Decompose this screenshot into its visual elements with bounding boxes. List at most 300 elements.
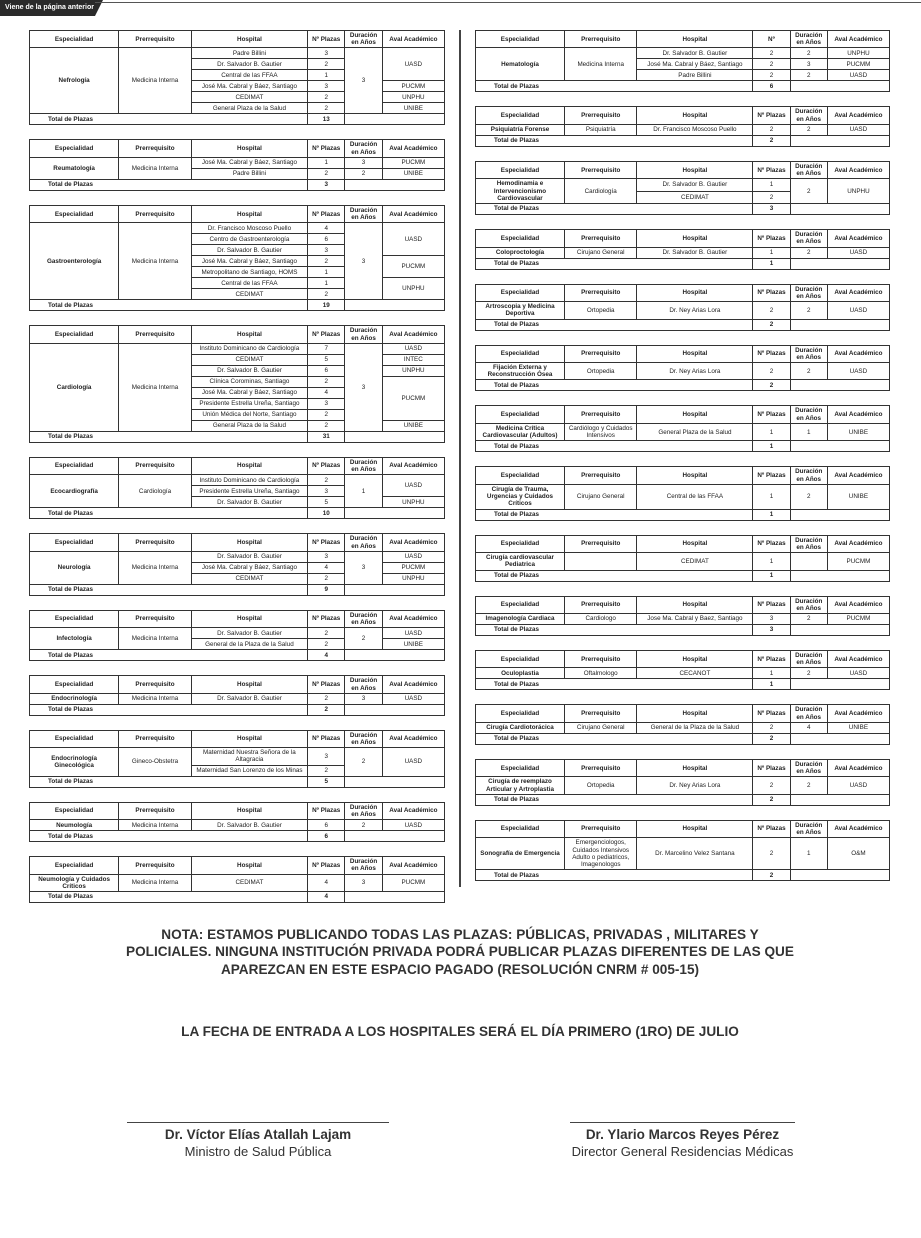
specialty-name: Cirugía Cardiotorácica: [476, 722, 565, 733]
hospital-name: Dr. Salvador B. Gautier: [191, 497, 307, 508]
plazas-count: 1: [753, 484, 790, 509]
col-header-hospital: Hospital: [191, 610, 307, 627]
academic-endorsement: PUCMM: [382, 256, 444, 278]
col-header-aval: Aval Académico: [382, 205, 444, 222]
academic-endorsement: UASD: [382, 551, 444, 562]
academic-endorsement: UASD: [827, 362, 889, 379]
total-plazas: 13: [308, 114, 345, 125]
prerequisite: Medicina Interna: [119, 157, 192, 179]
col-header-plazas: Nº Plazas: [753, 230, 790, 247]
col-header-aval: Aval Académico: [827, 759, 889, 776]
prerequisite: Gineco-Obstetra: [119, 748, 192, 776]
total-label: Total de Plazas: [476, 380, 753, 391]
total-row: [476, 441, 890, 452]
table-row: [476, 553, 890, 570]
academic-endorsement: UNPHU: [382, 497, 444, 508]
total-filler: [345, 776, 445, 787]
prerequisite: Ortopedia: [565, 302, 637, 319]
col-header-plazas: Nº Plazas: [753, 759, 790, 776]
specialty-name: Coloproctología: [476, 247, 565, 258]
col-header-especialidad: Especialidad: [30, 31, 119, 48]
col-header-hospital: Hospital: [637, 596, 753, 613]
specialty-table: [475, 30, 890, 92]
total-label: Total de Plazas: [476, 794, 753, 805]
hospital-name: Dr. Salvador B. Gautier: [191, 59, 307, 70]
table-header-row: [476, 467, 890, 484]
col-header-especialidad: Especialidad: [476, 535, 565, 552]
total-label: Total de Plazas: [30, 892, 308, 903]
col-header-duracion: Duración en Años: [345, 802, 382, 819]
hospital-name: Padre Billini: [191, 168, 307, 179]
specialty-table: [475, 161, 890, 215]
col-header-duracion: Duración en Años: [790, 650, 827, 667]
col-header-plazas: Nº Plazas: [308, 326, 345, 343]
prerequisite: Medicina Interna: [119, 48, 192, 114]
plazas-count: 2: [308, 765, 345, 776]
total-filler: [790, 441, 889, 452]
prerequisite: Cardiología: [119, 475, 192, 508]
col-header-especialidad: Especialidad: [30, 534, 119, 551]
total-label: Total de Plazas: [30, 704, 308, 715]
duration-years: 3: [345, 343, 382, 431]
academic-endorsement: UASD: [382, 628, 444, 639]
hospital-name: Padre Billini: [637, 70, 753, 81]
plazas-count: 2: [308, 168, 345, 179]
specialty-table: [29, 856, 445, 903]
table-row: [30, 820, 445, 831]
total-plazas: 2: [308, 704, 345, 715]
total-row: [30, 179, 445, 190]
plazas-count: 2: [308, 92, 345, 103]
col-header-especialidad: Especialidad: [476, 230, 565, 247]
total-label: Total de Plazas: [30, 179, 308, 190]
total-row: [476, 870, 890, 881]
plazas-count: 2: [308, 639, 345, 650]
col-header-plazas: Nº: [753, 31, 790, 48]
prerequisite: Medicina Interna: [119, 343, 192, 431]
col-header-duracion: Duración en Años: [790, 31, 827, 48]
plazas-count: 2: [308, 420, 345, 431]
total-filler: [345, 114, 445, 125]
plazas-count: 1: [753, 179, 790, 191]
specialty-table: [29, 205, 445, 311]
total-plazas: 19: [308, 300, 345, 311]
specialty-table: [475, 466, 890, 520]
duration-years: 2: [790, 70, 827, 81]
academic-endorsement: UASD: [827, 247, 889, 258]
total-filler: [345, 508, 445, 519]
col-header-duracion: Duración en Años: [345, 457, 382, 474]
specialty-table: [475, 650, 890, 690]
col-header-hospital: Hospital: [191, 31, 307, 48]
duration-years: 4: [790, 722, 827, 733]
duration-years: 2: [790, 247, 827, 258]
table-header-row: [30, 730, 445, 747]
table-row: [30, 748, 445, 765]
col-header-prerrequisito: Prerrequisito: [565, 820, 637, 837]
table-header-row: [30, 326, 445, 343]
academic-endorsement: UASD: [827, 70, 889, 81]
total-filler: [345, 300, 445, 311]
col-header-prerrequisito: Prerrequisito: [565, 759, 637, 776]
col-header-plazas: Nº Plazas: [753, 345, 790, 362]
table-header-row: [476, 284, 890, 301]
table-header-row: [30, 457, 445, 474]
duration-years: 3: [345, 693, 382, 704]
total-row: [30, 776, 445, 787]
academic-endorsement: PUCMM: [827, 59, 889, 70]
col-header-duracion: Duración en Años: [790, 820, 827, 837]
academic-endorsement: UASD: [382, 48, 444, 81]
plazas-count: 4: [308, 874, 345, 891]
total-filler: [790, 870, 889, 881]
total-label: Total de Plazas: [30, 508, 308, 519]
col-header-hospital: Hospital: [191, 205, 307, 222]
total-label: Total de Plazas: [30, 114, 308, 125]
total-row: [30, 508, 445, 519]
col-header-plazas: Nº Plazas: [753, 284, 790, 301]
prerequisite: Medicina Interna: [119, 551, 192, 584]
specialty-table: [475, 704, 890, 744]
specialty-name: Psiquiatría Forense: [476, 124, 565, 135]
total-row: [476, 733, 890, 744]
col-header-especialidad: Especialidad: [476, 596, 565, 613]
plazas-count: 1: [308, 278, 345, 289]
col-header-duracion: Duración en Años: [790, 107, 827, 124]
col-header-prerrequisito: Prerrequisito: [565, 31, 637, 48]
col-header-prerrequisito: Prerrequisito: [119, 140, 192, 157]
col-header-duracion: Duración en Años: [790, 345, 827, 362]
prerequisite: [565, 553, 637, 570]
col-header-aval: Aval Académico: [827, 161, 889, 178]
specialty-name: Hemodinamia e Intervencionismo Cardiovascular: [476, 179, 565, 204]
plazas-count: 3: [308, 398, 345, 409]
specialty-name: Neumología: [30, 820, 119, 831]
plazas-count: 1: [753, 553, 790, 570]
specialty-name: Imagenología Cardiaca: [476, 613, 565, 624]
total-plazas: 2: [753, 319, 790, 330]
total-plazas: 3: [753, 204, 790, 215]
duration-years: 1: [790, 423, 827, 440]
prerequisite: Cardiología: [565, 179, 637, 204]
col-header-prerrequisito: Prerrequisito: [119, 857, 192, 874]
col-header-plazas: Nº Plazas: [753, 535, 790, 552]
duration-years: 2: [790, 613, 827, 624]
col-header-prerrequisito: Prerrequisito: [119, 326, 192, 343]
table-header-row: [30, 802, 445, 819]
col-header-plazas: Nº Plazas: [753, 650, 790, 667]
entry-date-notice: LA FECHA DE ENTRADA A LOS HOSPITALES SERÁ EL DÍA PRIMERO (1RO) DE JULIO: [181, 1024, 739, 1039]
total-filler: [790, 733, 889, 744]
plazas-count: 1: [753, 247, 790, 258]
hospital-name: Maternidad San Lorenzo de los Minas: [191, 765, 307, 776]
specialty-name: Hematología: [476, 48, 565, 81]
col-header-prerrequisito: Prerrequisito: [565, 535, 637, 552]
prerequisite: Psiquiatría: [565, 124, 637, 135]
plazas-count: 1: [753, 423, 790, 440]
col-header-especialidad: Especialidad: [476, 31, 565, 48]
plazas-count: 6: [308, 234, 345, 245]
total-row: [476, 624, 890, 635]
continued-tag: Viene de la página anterior: [0, 0, 95, 16]
hospital-name: Presidente Estrella Ureña, Santiago: [191, 398, 307, 409]
plazas-count: 3: [308, 551, 345, 562]
hospital-name: Dr. Salvador B. Gautier: [191, 693, 307, 704]
total-filler: [345, 179, 445, 190]
total-row: [476, 570, 890, 581]
prerequisite: Oftalmologo: [565, 668, 637, 679]
specialty-table: [29, 30, 445, 125]
total-plazas: 10: [308, 508, 345, 519]
duration-years: 3: [345, 48, 382, 114]
hospital-name: Padre Billini: [191, 48, 307, 59]
academic-endorsement: UASD: [382, 748, 444, 776]
hospital-name: José Ma. Cabral y Báez, Santiago: [191, 157, 307, 168]
total-filler: [790, 81, 889, 92]
col-header-especialidad: Especialidad: [476, 467, 565, 484]
specialty-table: [29, 675, 445, 715]
col-header-duracion: Duración en Años: [345, 857, 382, 874]
academic-endorsement: UNIBE: [827, 722, 889, 733]
col-header-plazas: Nº Plazas: [308, 457, 345, 474]
academic-endorsement: UNPHU: [382, 278, 444, 300]
hospital-name: Instituto Dominicano de Cardiología: [191, 343, 307, 354]
total-label: Total de Plazas: [476, 870, 753, 881]
prerequisite: Cirujano General: [565, 247, 637, 258]
academic-endorsement: UASD: [827, 302, 889, 319]
specialty-table: [475, 759, 890, 806]
plazas-count: 2: [753, 777, 790, 794]
prerequisite: Medicina Interna: [119, 628, 192, 650]
col-header-duracion: Duración en Años: [345, 140, 382, 157]
col-header-duracion: Duración en Años: [790, 406, 827, 423]
hospital-name: CEDIMAT: [191, 289, 307, 300]
col-header-prerrequisito: Prerrequisito: [119, 802, 192, 819]
plazas-count: 2: [308, 256, 345, 267]
col-header-aval: Aval Académico: [382, 31, 444, 48]
table-row: [30, 874, 445, 891]
col-header-plazas: Nº Plazas: [308, 31, 345, 48]
col-header-duracion: Duración en Años: [345, 205, 382, 222]
duration-years: 2: [790, 179, 827, 204]
col-header-hospital: Hospital: [637, 230, 753, 247]
total-label: Total de Plazas: [30, 584, 308, 595]
table-header-row: [476, 345, 890, 362]
col-header-plazas: Nº Plazas: [308, 730, 345, 747]
plazas-count: 5: [308, 354, 345, 365]
total-label: Total de Plazas: [30, 300, 308, 311]
col-header-plazas: Nº Plazas: [308, 205, 345, 222]
col-header-plazas: Nº Plazas: [753, 161, 790, 178]
prerequisite: Medicina Interna: [119, 874, 192, 891]
col-header-aval: Aval Académico: [827, 820, 889, 837]
notice-text: NOTA: ESTAMOS PUBLICANDO TODAS LAS PLAZAS: PÚBLICAS, PRIVADAS , MILITARES Y POLICIALES. NINGUNA INSTITUCIÓN PRIVADA PODRÁ PUBLICAR PLAZAS DIFERENTES DE LAS QUE APAREZCAN EN ESTE ESPACIO PAGADO (RESOLUCIÓN CNRM # 005-15): [126, 927, 794, 977]
total-filler: [790, 509, 889, 520]
total-filler: [790, 570, 889, 581]
plazas-count: 3: [308, 48, 345, 59]
duration-years: 2: [790, 362, 827, 379]
plazas-count: 3: [308, 245, 345, 256]
total-plazas: 1: [753, 679, 790, 690]
academic-endorsement: UASD: [382, 343, 444, 354]
col-header-hospital: Hospital: [191, 857, 307, 874]
col-header-hospital: Hospital: [637, 467, 753, 484]
plazas-count: 2: [308, 573, 345, 584]
total-row: [30, 584, 445, 595]
col-header-aval: Aval Académico: [382, 802, 444, 819]
specialty-table: [475, 535, 890, 582]
academic-endorsement: UNIBE: [382, 103, 444, 114]
duration-years: 3: [790, 59, 827, 70]
hospital-name: Maternidad Nuestra Señora de la Altagracia: [191, 748, 307, 765]
col-header-prerrequisito: Prerrequisito: [565, 345, 637, 362]
duration-years: 1: [790, 838, 827, 870]
right-column: [475, 30, 890, 895]
hospital-name: Dr. Ney Arias Lora: [637, 777, 753, 794]
total-plazas: 2: [753, 794, 790, 805]
plazas-count: 2: [753, 722, 790, 733]
plazas-count: 3: [753, 613, 790, 624]
academic-endorsement: UNIBE: [382, 639, 444, 650]
col-header-prerrequisito: Prerrequisito: [565, 406, 637, 423]
total-row: [30, 300, 445, 311]
table-row: [476, 179, 890, 191]
total-row: [476, 135, 890, 146]
col-header-plazas: Nº Plazas: [753, 705, 790, 722]
plazas-count: 2: [308, 475, 345, 486]
prerequisite: Ortopedia: [565, 777, 637, 794]
academic-endorsement: UASD: [382, 820, 444, 831]
col-header-aval: Aval Académico: [827, 467, 889, 484]
table-row: [30, 157, 445, 168]
col-header-hospital: Hospital: [191, 457, 307, 474]
col-header-plazas: Nº Plazas: [753, 820, 790, 837]
total-row: [30, 431, 445, 442]
hospital-name: Dr. Salvador B. Gautier: [637, 247, 753, 258]
hospital-name: Dr. Salvador B. Gautier: [191, 245, 307, 256]
total-label: Total de Plazas: [30, 650, 308, 661]
hospital-name: Dr. Salvador B. Gautier: [191, 628, 307, 639]
total-row: [30, 650, 445, 661]
table-header-row: [476, 107, 890, 124]
col-header-especialidad: Especialidad: [30, 140, 119, 157]
academic-endorsement: UNPHU: [827, 48, 889, 59]
academic-endorsement: UNPHU: [382, 365, 444, 376]
col-header-hospital: Hospital: [637, 31, 753, 48]
total-filler: [345, 431, 445, 442]
col-header-duracion: Duración en Años: [790, 161, 827, 178]
plazas-count: 6: [308, 820, 345, 831]
plazas-count: 4: [308, 562, 345, 573]
col-header-prerrequisito: Prerrequisito: [565, 230, 637, 247]
col-header-aval: Aval Académico: [382, 534, 444, 551]
total-label: Total de Plazas: [476, 624, 753, 635]
top-rule: [95, 2, 921, 3]
plazas-count: 2: [753, 70, 790, 81]
table-header-row: [476, 31, 890, 48]
col-header-prerrequisito: Prerrequisito: [119, 457, 192, 474]
col-header-especialidad: Especialidad: [30, 205, 119, 222]
total-label: Total de Plazas: [476, 570, 753, 581]
col-header-hospital: Hospital: [191, 326, 307, 343]
col-header-hospital: Hospital: [191, 802, 307, 819]
col-header-especialidad: Especialidad: [476, 284, 565, 301]
hospital-name: CEDIMAT: [637, 553, 753, 570]
col-header-especialidad: Especialidad: [476, 759, 565, 776]
col-header-aval: Aval Académico: [382, 610, 444, 627]
specialty-table: [475, 596, 890, 636]
specialty-table: [475, 284, 890, 331]
specialty-table: [475, 820, 890, 881]
hospital-name: Dr. Salvador B. Gautier: [191, 551, 307, 562]
plazas-count: 2: [753, 302, 790, 319]
duration-years: 3: [345, 157, 382, 168]
specialty-table: [29, 533, 445, 595]
total-plazas: 1: [753, 509, 790, 520]
col-header-especialidad: Especialidad: [30, 730, 119, 747]
total-filler: [790, 794, 889, 805]
prerequisite: Cardiólogo y Cuidados Intensivos: [565, 423, 637, 440]
col-header-hospital: Hospital: [637, 345, 753, 362]
col-header-hospital: Hospital: [637, 107, 753, 124]
total-plazas: 5: [308, 776, 345, 787]
col-header-aval: Aval Académico: [827, 535, 889, 552]
col-header-prerrequisito: Prerrequisito: [119, 610, 192, 627]
col-header-plazas: Nº Plazas: [753, 107, 790, 124]
academic-endorsement: PUCMM: [382, 562, 444, 573]
table-row: [476, 362, 890, 379]
total-label: Total de Plazas: [476, 441, 753, 452]
col-header-hospital: Hospital: [191, 676, 307, 693]
prerequisite: Cirujano General: [565, 484, 637, 509]
total-plazas: 1: [753, 258, 790, 269]
plazas-count: 1: [308, 157, 345, 168]
prerequisite: Medicina Interna: [119, 223, 192, 300]
specialty-name: Reumatología: [30, 157, 119, 179]
table-header-row: [30, 140, 445, 157]
total-label: Total de Plazas: [30, 776, 308, 787]
plazas-count: 2: [308, 376, 345, 387]
hospital-name: Clínica Corominas, Santiago: [191, 376, 307, 387]
col-header-aval: Aval Académico: [827, 596, 889, 613]
duration-years: 1: [345, 475, 382, 508]
total-filler: [345, 704, 445, 715]
hospital-name: General Plaza de la Salud: [637, 423, 753, 440]
hospital-name: Central de las FFAA: [191, 278, 307, 289]
col-header-hospital: Hospital: [191, 534, 307, 551]
prerequisite: Emergenciologos, Cuidados Intensivos Adulto o pediatricos, Imagenologos: [565, 838, 637, 870]
total-row: [476, 81, 890, 92]
col-header-prerrequisito: Prerrequisito: [565, 284, 637, 301]
table-row: [30, 475, 445, 486]
table-header-row: [476, 230, 890, 247]
col-header-especialidad: Especialidad: [476, 650, 565, 667]
col-header-duracion: Duración en Años: [345, 676, 382, 693]
prerequisite: Medicina Interna: [119, 693, 192, 704]
table-row: [476, 124, 890, 135]
academic-endorsement: PUCMM: [382, 376, 444, 420]
hospital-name: CEDIMAT: [191, 354, 307, 365]
col-header-especialidad: Especialidad: [476, 820, 565, 837]
prerequisite: Medicina Interna: [565, 48, 637, 81]
plazas-count: 2: [308, 628, 345, 639]
col-header-prerrequisito: Prerrequisito: [565, 161, 637, 178]
duration-years: 2: [790, 302, 827, 319]
plazas-count: 6: [308, 365, 345, 376]
hospital-name: Instituto Dominicano de Cardiología: [191, 475, 307, 486]
hospital-name: General de la Plaza de la Salud: [637, 722, 753, 733]
col-header-plazas: Nº Plazas: [753, 467, 790, 484]
